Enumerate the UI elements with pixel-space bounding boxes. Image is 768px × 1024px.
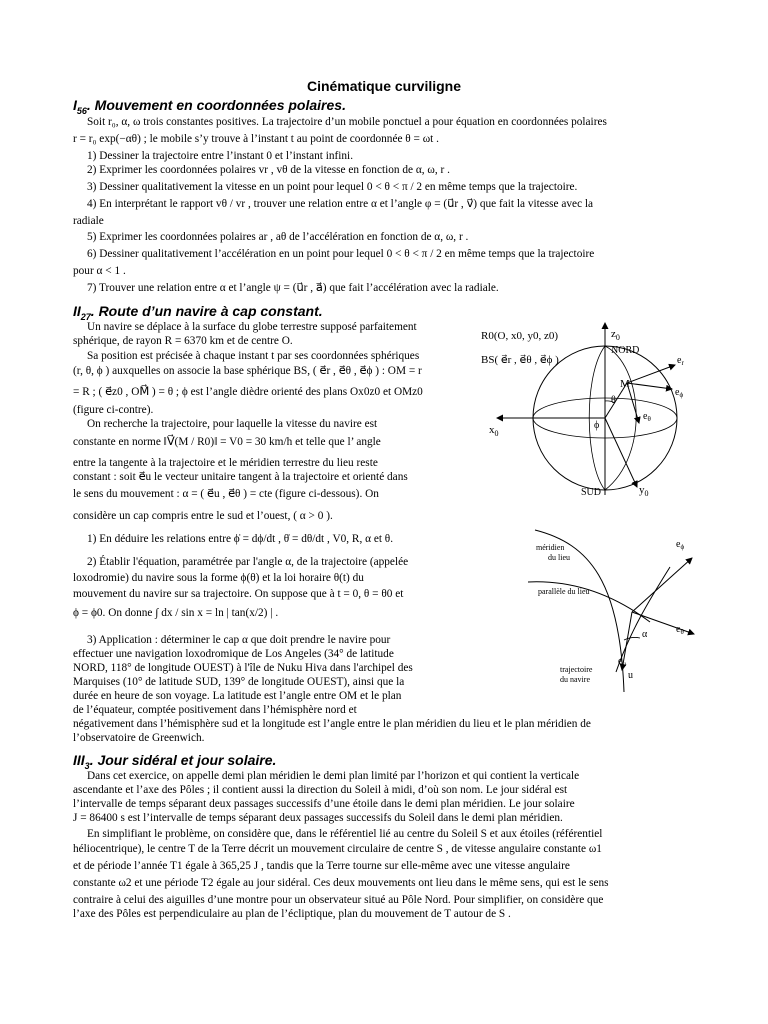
s2-line: On recherche la trajectoire, pour laquelle la vitesse du navire est (87, 418, 378, 430)
s2-line: constante en norme ‖V⃗(M / R0)‖ = V0 = 30 km/h et telle que l’ angle (73, 436, 381, 448)
page-title: Cinématique curviligne (306, 78, 462, 94)
phi-label: ϕ (594, 420, 600, 431)
loxodrome-figure (520, 522, 710, 697)
sphere-figure (475, 315, 705, 510)
s3-line: contraire à celui des aiguilles d’une montre pour un observateur situé au Pôle Nord. Pour simplifier, on considère que (73, 894, 604, 906)
s1-line: radiale (73, 215, 104, 227)
sud-label: SUD (581, 487, 602, 498)
s2-line: loxodromie) du navire sous la forme ϕ(θ) et la loi horaire θ(t) du (73, 572, 364, 584)
section-2-number: II (73, 303, 81, 319)
s2-line: négativement dans l’hémisphère sud et la longitude est l’angle entre le plan méridien du lieu et le plan méridien de (73, 718, 591, 730)
s1-line: pour α < 1 . (73, 265, 126, 277)
trajectoire-label: trajectoire (560, 665, 593, 674)
s3-line: l’axe des Pôles est perpendiculaire au plan de l’écliptique, plan du mouvement de T autour de S . (73, 908, 511, 920)
eu-label: $e_u$ (618, 656, 626, 668)
er-vector (627, 365, 675, 383)
m-label: M (620, 378, 630, 390)
s2-line: = R ; ( e⃗z0 , OM⃗ ) = θ ; ϕ est l’angle dièdre orienté des plans Ox0z0 et OMz0 (73, 386, 423, 398)
y-axis (605, 418, 637, 487)
s2-line: Sa position est précisée à chaque instant t par ses coordonnées sphériques (87, 350, 420, 362)
section-1-ref: 56 (76, 105, 87, 116)
z-label: $z_0$ (611, 328, 620, 342)
section-1-number: I (73, 97, 77, 113)
s2-line: le sens du mouvement : α = ( e⃗u , e⃗θ ) = cte (figure ci-dessous). On (73, 488, 379, 500)
er-label: $e_r$ (677, 355, 684, 367)
meridian-curve (605, 346, 636, 490)
s2-line: Marquises (10° de latitude SUD, 139° de longitude OUEST), ainsi que la (73, 676, 405, 688)
x-label: $x_0$ (489, 424, 499, 438)
s3-line: l’intervalle de temps séparant deux passages successifs d’une étoile dans le demi plan méridien. Le jour solaire (73, 798, 575, 810)
s1-line: 3) Dessiner qualitativement la vitesse en un point pour lequel 0 < θ < π / 2 en même temps que la trajectoire. (87, 181, 578, 193)
s3-line: Dans cet exercice, on appelle demi plan méridien le demi plan limité par l’horizon et qui contient la verticale (87, 770, 580, 782)
s2-line: Un navire se déplace à la surface du globe terrestre supposé parfaitement (87, 321, 417, 333)
ephi-label: $e_\phi$ (675, 387, 684, 399)
section-3-ref: 3 (84, 760, 90, 771)
s1-line: 1) Dessiner la trajectoire entre l’instant 0 et l’instant infini. (87, 150, 354, 162)
u-label: u (628, 670, 633, 681)
ephi-label: $e_\phi$ (676, 539, 685, 551)
s2-line: constant : soit e⃗u le vecteur unitaire tangent à la trajectoire et orienté dans (73, 471, 408, 483)
s3-line: constante ω2 et une période T2 égale au jour sidéral. Ces deux mouvements ont lieu dans le même sens, qui est le sens (73, 877, 609, 889)
ephi-vector (632, 558, 692, 612)
s2-line: ϕ = ϕ0. On donne ∫ dx / sin x = ln | tan(x/2) | . (73, 607, 279, 619)
meridien-label: méridien (536, 543, 565, 552)
s2-line: effectuer une navigation loxodromique de Los Angeles (34° de latitude (73, 648, 394, 660)
s3-line: et de période l’année T1 égale à 365,25 J , tandis que la Terre tourne sur elle-même avec une vitesse angulaire (73, 860, 570, 872)
alpha-arc (624, 637, 640, 640)
y-label: $y_0$ (639, 484, 649, 498)
s2-line: de l’équateur, comptée positivement dans l’hémisphère nord et (73, 704, 357, 716)
section-2-ref: 27 (80, 311, 91, 322)
s1-line: 6) Dessiner qualitativement l’accélération en un point pour lequel 0 < θ < π / 2 en même temps que la trajectoire (87, 248, 595, 260)
nord-label: NORD (611, 345, 640, 356)
s3-line: J = 86400 s est l’intervalle de temps séparant deux passages successifs du Soleil dans le demi plan méridien. (73, 812, 563, 824)
section-3-number: III (73, 752, 85, 768)
s2-line: mouvement du navire sur sa trajectoire. On suppose que à t = 0, θ = θ0 et (73, 588, 404, 600)
etheta-label: $e_\theta$ (643, 411, 651, 423)
section-2-title: . Route d’un navire à cap constant. (90, 303, 323, 319)
s2-line: NORD, 118° de longitude OUEST) à l'île de Nuku Hiva dans l'archipel des (73, 662, 413, 674)
s2-line: durée en heure de son voyage. La latitude est l’angle entre OM et le plan (73, 690, 402, 702)
s1-line: Soit r₀, α, ω trois constantes positives. La trajectoire d’un mobile ponctuel a pour équation en coordonnées polaires (87, 116, 607, 128)
s2-line: 3) Application : déterminer le cap α que doit prendre le navire pour (87, 634, 391, 646)
section-1-title: . Mouvement en coordonnées polaires. (86, 97, 346, 113)
s1-line: r = r₀ exp(−αθ) ; le mobile s’y trouve à l’instant t au point de coordonnée θ = ωt . (73, 133, 439, 145)
alpha-label: α (642, 629, 648, 640)
s2-line: (figure ci-contre). (73, 404, 154, 416)
frame-label: R0(O, x0, y0, z0) (481, 330, 558, 342)
s1-line: 4) En interprétant le rapport vθ / vr , trouver une relation entre α et l’angle φ = (u⃗r , v⃗) que fait la vitesse avec la (87, 198, 594, 210)
s1-line: 7) Trouver une relation entre α et l’angle ψ = (u⃗r , a⃗) que fait l’accélération avec la radiale. (87, 282, 499, 294)
s3-line: ascendante et l’axe des Pôles ; il contient aussi la direction du Soleil à midi, d’où son nom. Le jour sidéral est (73, 784, 568, 796)
s2-line: l’observatoire de Greenwich. (73, 732, 205, 744)
s1-line: 2) Exprimer les coordonnées polaires vr , vθ de la vitesse en fonction de α, ω, r . (87, 164, 450, 176)
trajectoire-label-2: du navire (560, 675, 590, 684)
s2-line: 2) Établir l'équation, paramétrée par l'angle α, de la trajectoire (appelée (87, 556, 409, 568)
ephi-vector (627, 383, 672, 389)
s2-line: 1) En déduire les relations entre ϕ̇ = dϕ/dt , θ̇ = dθ/dt , V0, R, α et θ. (87, 533, 394, 545)
basis-label: BS( e⃗r , e⃗θ , e⃗ϕ ) (481, 354, 559, 366)
section-3-heading (73, 752, 276, 771)
s2-line: considère un cap compris entre le sud et l’ouest, ( α > 0 ). (73, 510, 333, 522)
s2-line: sphérique, de rayon R = 6370 km et de centre O. (73, 335, 293, 347)
theta-label: θ (611, 395, 616, 406)
s2-line: (r, θ, ϕ ) auxquelles on associe la base sphérique BS, ( e⃗r , e⃗θ , e⃗ϕ ) : OM = r (73, 365, 422, 377)
section-1-heading (73, 97, 346, 116)
section-3-title: . Jour sidéral et jour solaire. (89, 752, 277, 768)
meridien-label-2: du lieu (548, 553, 570, 562)
parallele-label: parallèle du lieu (538, 587, 590, 596)
s1-line: 5) Exprimer les coordonnées polaires ar , aθ de l’accélération en fonction de α, ω, r . (87, 231, 469, 243)
s3-line: En simplifiant le problème, on considère que, dans le référentiel lié au centre du Soleil S et aux étoiles (référentiel (87, 828, 603, 840)
etheta-label: $e_\theta$ (676, 624, 684, 636)
section-2-heading (73, 303, 323, 322)
s2-line: entre la tangente à la trajectoire et le méridien terrestre du lieu reste (73, 457, 378, 469)
s3-line: héliocentrique), le centre T de la Terre décrit un mouvement circulaire de centre S , de vitesse angulaire constante ω1 (73, 843, 602, 855)
